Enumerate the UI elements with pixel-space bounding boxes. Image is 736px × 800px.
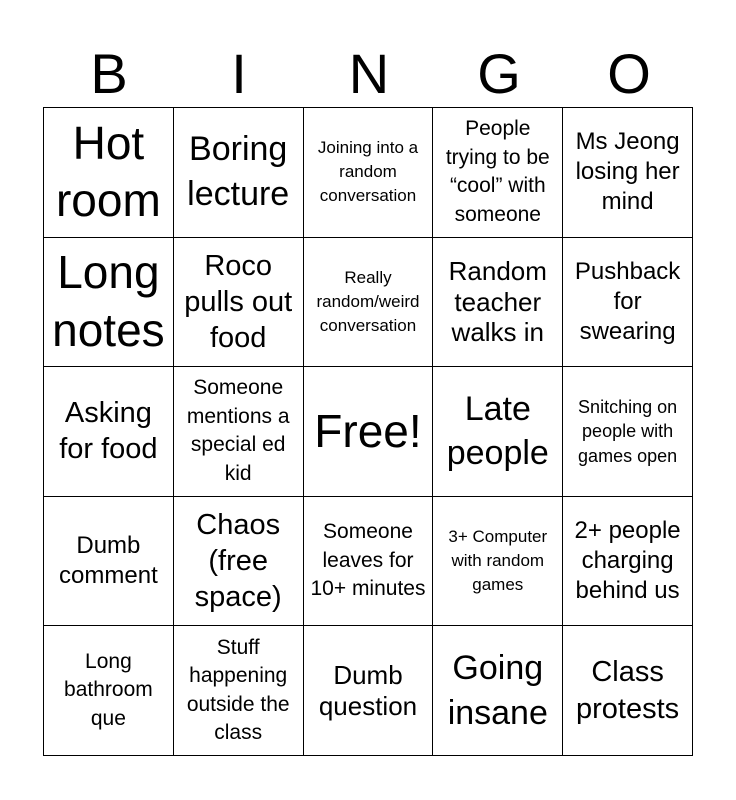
cell-label: Stuff happening outside the class [186, 635, 290, 745]
bingo-cell-r5c5[interactable] [563, 626, 693, 756]
header-letter-n: N [348, 42, 390, 105]
bingo-cell-r1c5[interactable] [563, 108, 693, 238]
bingo-cell-r4c1[interactable] [44, 497, 174, 627]
cell-label: Joining into a random conversation [317, 138, 419, 206]
bingo-cell-r1c1[interactable] [44, 108, 174, 238]
bingo-cell-r5c1[interactable] [44, 626, 174, 756]
bingo-cell-r4c2[interactable] [174, 497, 304, 627]
bingo-cell-r2c3[interactable] [304, 238, 434, 368]
bingo-cell-r3c3[interactable] [304, 367, 434, 497]
bingo-cell-r2c5[interactable] [563, 238, 693, 368]
bingo-cell-r5c3[interactable] [304, 626, 434, 756]
bingo-cell-r2c4[interactable] [433, 238, 563, 368]
bingo-cell-r2c2[interactable] [174, 238, 304, 368]
cell-label: Ms Jeong losing her mind [575, 128, 680, 216]
cell-label: Dumb question [318, 660, 418, 721]
cell-label: 2+ people charging behind us [574, 517, 681, 605]
cell-label: Roco pulls out food [184, 249, 293, 355]
cell-label: Random teacher walks in [448, 255, 547, 348]
cell-label: Someone mentions a special ed kid [186, 376, 290, 486]
cell-label: Snitching on people with games open [578, 396, 678, 466]
bingo-cell-r1c4[interactable] [433, 108, 563, 238]
bingo-cell-r4c3[interactable] [304, 497, 434, 627]
bingo-cell-r1c3[interactable] [304, 108, 434, 238]
cell-label: Boring lecture [187, 130, 290, 214]
cell-label: Long bathroom que [64, 649, 153, 730]
bingo-cell-r3c1[interactable] [44, 367, 174, 497]
bingo-cell-r5c2[interactable] [174, 626, 304, 756]
bingo-cell-r2c1[interactable] [44, 238, 174, 368]
cell-label: Long notes [52, 246, 165, 356]
header-letter-b: B [90, 42, 128, 105]
cell-label: Chaos (free space) [194, 508, 282, 614]
bingo-header [44, 40, 694, 108]
cell-label: Someone leaves for 10+ minutes [310, 520, 426, 601]
cell-label: Free! [314, 404, 422, 457]
header-letter-g: G [477, 42, 521, 105]
cell-label: Dumb comment [59, 532, 158, 590]
bingo-cell-r5c4[interactable] [433, 626, 563, 756]
cell-label: 3+ Computer with random games [448, 526, 548, 595]
cell-label: Hot room [55, 116, 161, 227]
cell-label: Going insane [447, 648, 548, 732]
bingo-cell-r3c2[interactable] [174, 367, 304, 497]
cell-label: Really random/weird conversation [316, 267, 420, 335]
header-letter-o: O [607, 42, 651, 105]
header-letter-i: I [231, 42, 247, 105]
bingo-cell-r3c4[interactable] [433, 367, 563, 497]
cell-label: Pushback for swearing [574, 257, 681, 345]
bingo-board [43, 107, 693, 756]
cell-label: Asking for food [59, 397, 158, 466]
bingo-cell-r3c5[interactable] [563, 367, 693, 497]
bingo-cell-r4c5[interactable] [563, 497, 693, 627]
cell-label: Class protests [576, 656, 680, 725]
cell-label: People trying to be “cool” with someone [445, 117, 550, 226]
bingo-cell-r4c4[interactable] [433, 497, 563, 627]
bingo-cell-r1c2[interactable] [174, 108, 304, 238]
cell-label: Late people [446, 389, 549, 473]
